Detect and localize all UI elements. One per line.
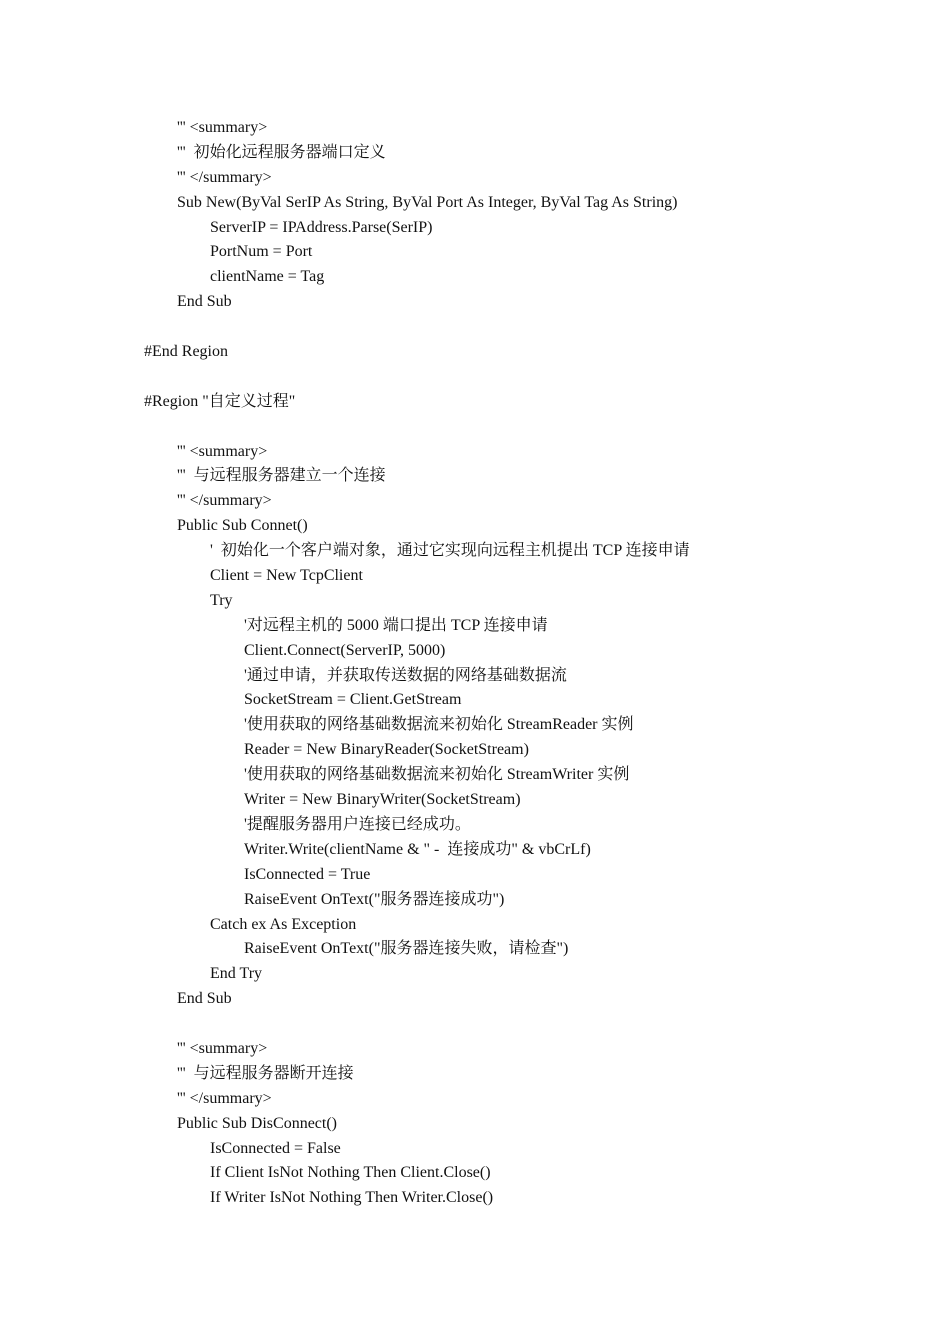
code-line: #Region "自定义过程" <box>144 392 296 410</box>
code-line: '对远程主机的 5000 端口提出 TCP 连接申请 <box>244 616 548 634</box>
code-line: ''' 初始化远程服务器端口定义 <box>177 143 386 161</box>
blank-line <box>144 315 904 340</box>
code-line: ''' </summary> <box>177 168 272 186</box>
code-line: IsConnected = True <box>244 865 371 883</box>
blank-line <box>144 415 904 440</box>
code-line: '提醒服务器用户连接已经成功。 <box>244 815 471 833</box>
blank-line <box>144 365 904 390</box>
code-line: ''' <summary> <box>177 1039 268 1057</box>
code-line: IsConnected = False <box>210 1139 341 1157</box>
code-line: clientName = Tag <box>210 268 325 286</box>
blank-line <box>144 1012 904 1037</box>
code-line: Public Sub DisConnect() <box>177 1114 337 1132</box>
code-line: Client.Connect(ServerIP, 5000) <box>244 641 446 659</box>
code-line: #End Region <box>144 343 228 361</box>
code-line: '使用获取的网络基础数据流来初始化 StreamReader 实例 <box>244 716 634 734</box>
code-line: ' 初始化一个客户端对象，通过它实现向远程主机提出 TCP 连接申请 <box>210 542 690 560</box>
code-line: RaiseEvent OnText("服务器连接失败，请检查") <box>244 940 569 958</box>
code-line: Reader = New BinaryReader(SocketStream) <box>244 741 529 759</box>
code-line: Client = New TcpClient <box>210 567 363 585</box>
code-line: Try <box>210 591 233 609</box>
code-line: If Writer IsNot Nothing Then Writer.Close() <box>210 1189 494 1207</box>
code-line: ''' 与远程服务器建立一个连接 <box>177 467 386 485</box>
code-line: Writer = New BinaryWriter(SocketStream) <box>244 791 521 809</box>
code-line: PortNum = Port <box>210 243 313 261</box>
code-line: End Try <box>210 965 263 983</box>
code-line: End Sub <box>177 293 232 311</box>
code-line: ''' <summary> <box>177 119 268 136</box>
code-line: '使用获取的网络基础数据流来初始化 StreamWriter 实例 <box>244 766 630 784</box>
code-line: RaiseEvent OnText("服务器连接成功") <box>244 890 505 908</box>
code-line: Catch ex As Exception <box>210 915 357 933</box>
code-line: End Sub <box>177 990 232 1008</box>
code-line: ''' </summary> <box>177 492 272 510</box>
code-line: ''' 与远程服务器断开连接 <box>177 1064 354 1082</box>
code-line: ''' <summary> <box>177 442 268 460</box>
code-line: Public Sub Connet() <box>177 517 308 535</box>
code-line: If Client IsNot Nothing Then Client.Close() <box>210 1164 491 1182</box>
code-line: Writer.Write(clientName & " - 连接成功" & vbCrLf) <box>244 840 591 858</box>
code-line: '通过申请，并获取传送数据的网络基础数据流 <box>244 666 567 684</box>
code-listing <box>144 116 904 1211</box>
code-line: ''' </summary> <box>177 1089 272 1107</box>
code-line: ServerIP = IPAddress.Parse(SerIP) <box>210 218 433 236</box>
code-line: Sub New(ByVal SerIP As String, ByVal Port As Integer, ByVal Tag As String) <box>177 193 678 211</box>
code-line: SocketStream = Client.GetStream <box>244 691 462 709</box>
